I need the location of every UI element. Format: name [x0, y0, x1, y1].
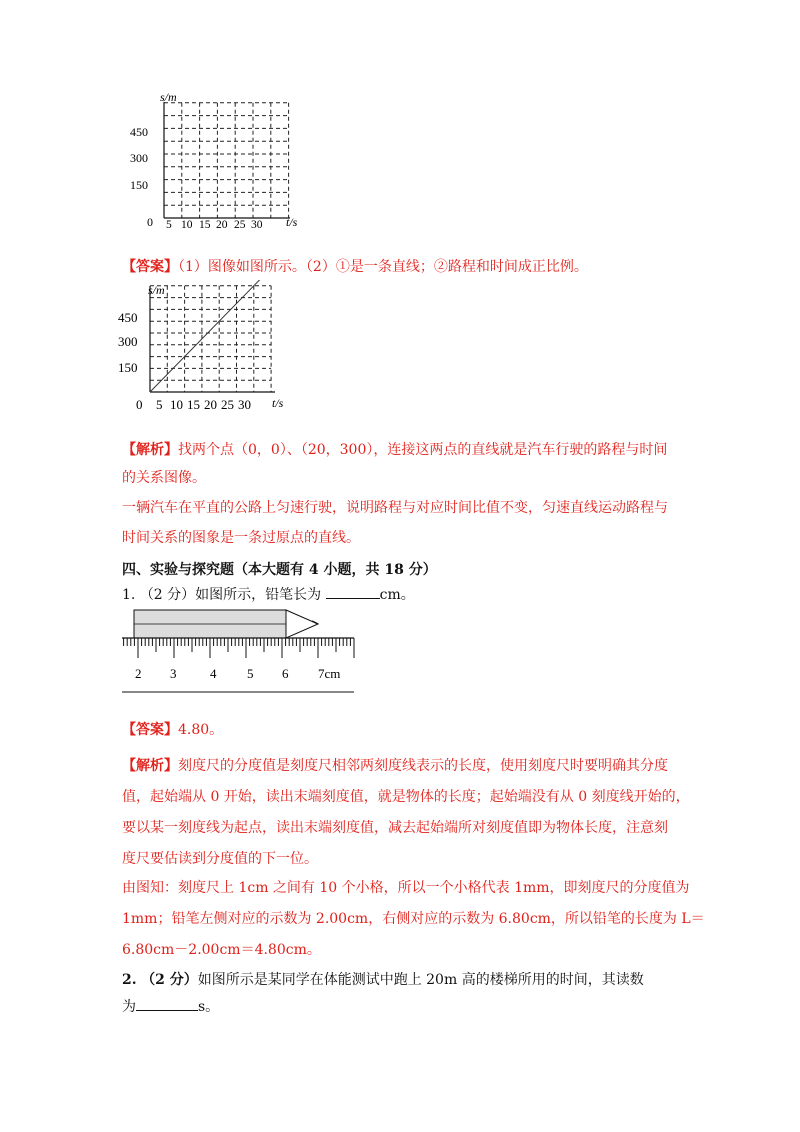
analysis-line: 时间关系的图象是一条过原点的直线。 [122, 530, 360, 546]
x-tick-label: 20 [204, 397, 217, 412]
y-axis-label: s/m [148, 283, 165, 297]
question-number: 2. [122, 972, 137, 988]
answer-text: （1）图像如图所示。（2）①是一条直线；②路程和时间成正比例。 [178, 259, 588, 275]
y-tick-label: 150 [130, 178, 148, 192]
y-tick-label: 450 [130, 125, 148, 139]
question-1 [122, 584, 415, 603]
question-unit: s。 [198, 999, 220, 1015]
question-text: 如图所示是某同学在体能测试中跑上 20m 高的楼梯所用的时间，其读数 [197, 972, 644, 988]
pencil-tip [286, 610, 318, 638]
analysis-line: 的关系图像。 [122, 470, 206, 486]
x-tick-label: 5 [166, 219, 172, 231]
answer-line [122, 259, 588, 275]
x-axis-label: t/s [286, 215, 298, 229]
graph-grid [150, 286, 271, 392]
analysis-line: 度尺要估读到分度值的下一位。 [122, 851, 318, 867]
ruler-label: 3 [170, 666, 177, 681]
answer-tag: 【答案】 [122, 259, 178, 275]
analysis-text: 刻度尺的分度值是刻度尺相邻两刻度线表示的长度，使用刻度尺时要明确其分度 [178, 758, 668, 774]
question-number: 1. [122, 587, 136, 603]
answer-text: 4.80。 [178, 722, 224, 738]
question-unit: cm。 [379, 587, 415, 603]
ruler-label: 6 [282, 666, 289, 681]
answer-tag: 【答案】 [122, 722, 178, 738]
analysis-line [122, 758, 668, 774]
question-text: （2 分）如图所示，铅笔长为 [139, 587, 322, 603]
ruler-figure [118, 606, 358, 696]
graph-grid [164, 103, 289, 218]
analysis-line: 6.80cm－2.00cm＝4.80cm。 [122, 942, 321, 958]
question-2 [122, 972, 644, 988]
x-tick-label: 10 [181, 219, 193, 231]
answer-line [122, 722, 223, 738]
x-tick-label: 25 [221, 397, 234, 412]
x-tick-label: 10 [170, 397, 183, 412]
x-tick-label: 20 [216, 219, 228, 231]
analysis-line [122, 442, 667, 458]
x-tick-label: 25 [234, 219, 246, 231]
analysis-tag: 【解析】 [122, 442, 178, 458]
ruler-label: 2 [135, 666, 142, 681]
analysis-line: 要以某一刻度线为起点，读出末端刻度值，减去起始端所对刻度值即为物体长度，注意刻 [122, 820, 668, 836]
x-tick-label: 5 [156, 397, 163, 412]
question-score: （2 分） [141, 972, 198, 988]
x-tick-label: 30 [251, 219, 263, 231]
analysis-tag: 【解析】 [122, 758, 178, 774]
ruler-ticks [124, 638, 354, 658]
answer-graph [110, 280, 310, 415]
blank-graph [120, 88, 320, 233]
ruler-label: 7cm [318, 666, 341, 681]
analysis-text: 找两个点（0，0）、（20，300），连接这两点的直线就是汽车行驶的路程与时间 [178, 442, 668, 458]
question-text: 为 [122, 999, 136, 1015]
x-tick-label: 15 [187, 397, 200, 412]
y-tick-label: 300 [130, 151, 148, 165]
analysis-line: 一辆汽车在平直的公路上匀速行驶，说明路程与对应时间比值不变，匀速直线运动路程与 [122, 500, 668, 516]
y-tick-label: 150 [118, 360, 138, 375]
x-tick-label: 15 [199, 219, 211, 231]
y-tick-label: 450 [118, 310, 138, 325]
y-axis-label: s/m [160, 90, 177, 104]
origin-label: 0 [136, 397, 143, 412]
x-axis-label: t/s [272, 396, 284, 410]
question-2-line2 [122, 996, 219, 1015]
x-tick-label: 30 [238, 397, 251, 412]
section-heading: 四、实验与探究题（本大题有 4 小题，共 18 分） [122, 562, 437, 578]
answer-blank[interactable] [326, 584, 380, 599]
distance-time-line [150, 280, 271, 392]
analysis-line: 1mm；铅笔左侧对应的示数为 2.00cm，右侧对应的示数为 6.80cm，所以铅笔的长度为 L＝ [122, 911, 705, 927]
y-tick-label: 300 [118, 334, 138, 349]
analysis-line: 由图知：刻度尺上 1cm 之间有 10 个小格，所以一个小格代表 1mm，即刻度尺的分度值为 [122, 880, 690, 896]
answer-blank[interactable] [136, 996, 198, 1011]
ruler-label: 4 [210, 666, 217, 681]
analysis-line: 值，起始端从 0 开始，读出末端刻度值，就是物体的长度；起始端没有从 0 刻度线开始的， [122, 789, 690, 805]
ruler-label: 5 [247, 666, 254, 681]
origin-label: 0 [147, 215, 153, 229]
